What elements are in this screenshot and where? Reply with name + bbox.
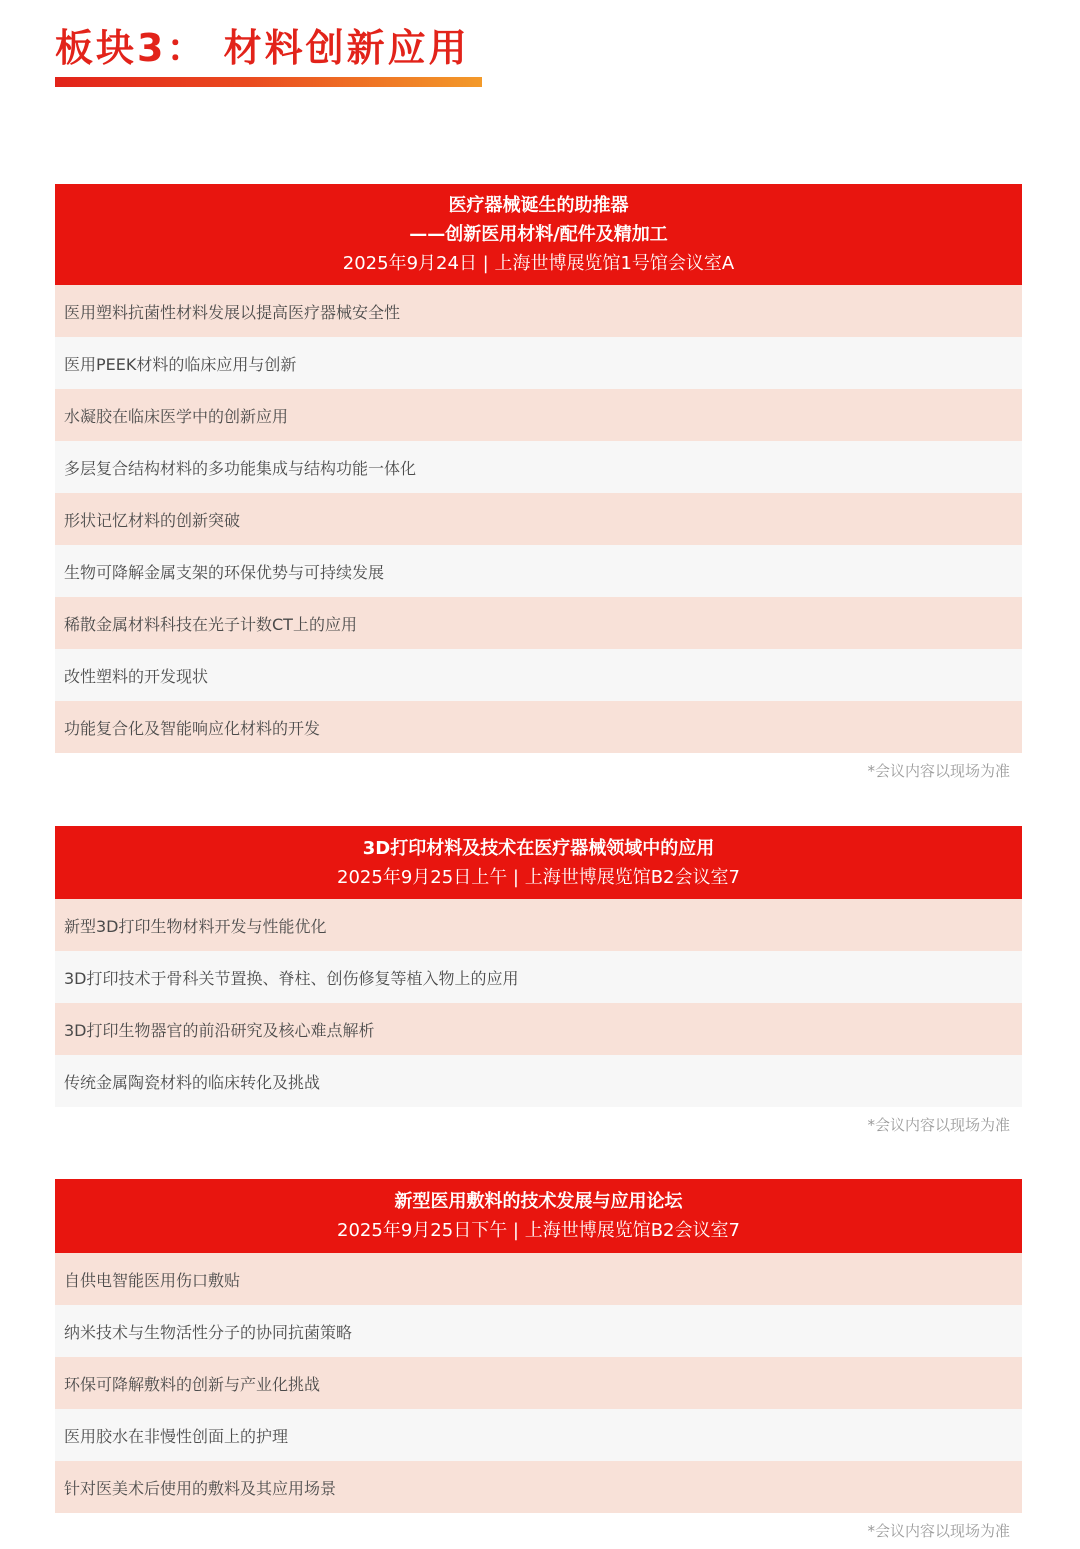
- disclaimer-note: *会议内容以现场为准: [867, 762, 1010, 780]
- topic-item: 自供电智能医用伤口敷贴: [55, 1253, 1022, 1305]
- topic-item: 医用塑料抗菌性材料发展以提高医疗器械安全性: [55, 285, 1022, 337]
- topic-item: 3D打印技术于骨科关节置换、脊柱、创伤修复等植入物上的应用: [55, 951, 1022, 1003]
- session-title: 3D打印材料及技术在医疗器械领域中的应用: [362, 837, 715, 859]
- page-title: 板块3： 材料创新应用: [55, 26, 470, 70]
- topic-item: 3D打印生物器官的前沿研究及核心难点解析: [55, 1003, 1022, 1055]
- session-title: 新型医用敷料的技术发展与应用论坛: [394, 1191, 683, 1212]
- session-date-venue: 2025年9月24日 | 上海世博展览馆1号馆会议室A: [342, 253, 735, 274]
- topic-item: 改性塑料的开发现状: [55, 649, 1022, 701]
- topic-item: 环保可降解敷料的创新与产业化挑战: [55, 1357, 1022, 1409]
- topic-item: 医用PEEK材料的临床应用与创新: [55, 337, 1022, 389]
- topic-item: 形状记忆材料的创新突破: [55, 493, 1022, 545]
- disclaimer-note: *会议内容以现场为准: [867, 1116, 1010, 1134]
- session-title: 医疗器械诞生的助推器: [448, 195, 629, 216]
- topic-item: 稀散金属材料科技在光子计数CT上的应用: [55, 597, 1022, 649]
- topic-item: 新型3D打印生物材料开发与性能优化: [55, 899, 1022, 951]
- topic-item: 生物可降解金属支架的环保优势与可持续发展: [55, 545, 1022, 597]
- topic-item: 水凝胶在临床医学中的创新应用: [55, 389, 1022, 441]
- topic-item: 多层复合结构材料的多功能集成与结构功能一体化: [55, 441, 1022, 493]
- topic-item: 传统金属陶瓷材料的临床转化及挑战: [55, 1055, 1022, 1107]
- session-header: [55, 826, 1022, 899]
- session-subtitle: ——创新医用材料/配件及精加工: [409, 224, 668, 245]
- session-date-venue: 2025年9月25日上午 | 上海世博展览馆B2会议室7: [337, 866, 740, 888]
- topic-item: 医用胶水在非慢性创面上的护理: [55, 1409, 1022, 1461]
- topic-item: 功能复合化及智能响应化材料的开发: [55, 701, 1022, 753]
- session-header: [55, 184, 1022, 285]
- topic-item: 纳米技术与生物活性分子的协同抗菌策略: [55, 1305, 1022, 1357]
- topic-list: [55, 899, 1022, 1107]
- disclaimer-note: *会议内容以现场为准: [867, 1522, 1010, 1540]
- session-date-venue: 2025年9月25日下午 | 上海世博展览馆B2会议室7: [337, 1220, 740, 1241]
- title-underline: [55, 77, 482, 87]
- topic-list: [55, 285, 1022, 753]
- session-block-3: [55, 1179, 1022, 1549]
- session-header: [55, 1179, 1022, 1253]
- topic-item: 针对医美术后使用的敷料及其应用场景: [55, 1461, 1022, 1513]
- topic-list: [55, 1253, 1022, 1513]
- session-block-1: [55, 184, 1022, 789]
- session-block-2: [55, 826, 1022, 1143]
